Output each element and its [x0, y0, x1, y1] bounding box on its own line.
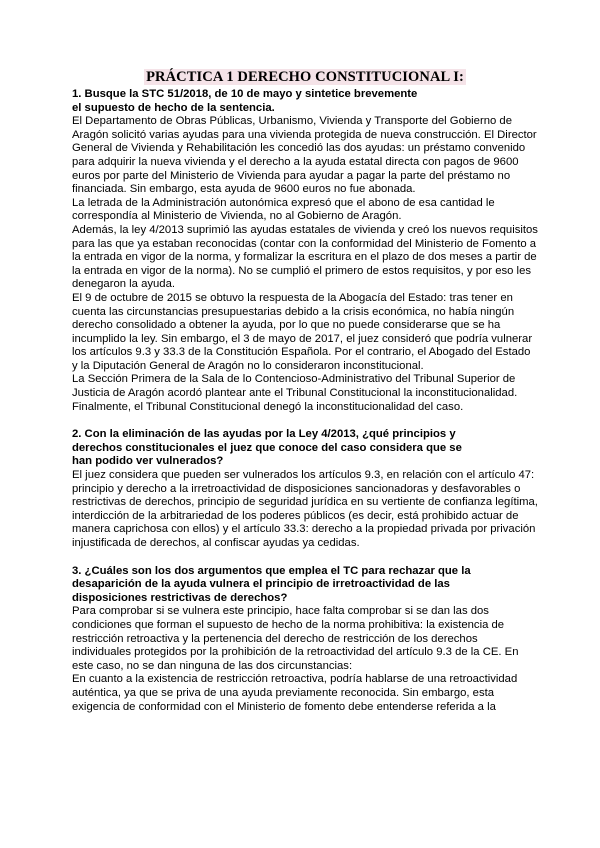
- page-title: [72, 68, 538, 86]
- section-spacer: [72, 551, 538, 565]
- question-1: 1. Busque la STC 51/2018, de 10 de mayo y sintetice brevemente el supuesto de hecho de la sentencia.: [72, 88, 418, 114]
- section-1-paragraph-4: El 9 de octubre de 2015 se obtuvo la respuesta de la Abogacía del Estado: tras tener en cuenta las circunstancias presupuestarias debido a la crisis económica, no había ningún derecho consolidado a obtener la ayuda, por lo que no puede considerarse que se ha incumplido la ley. Sin embargo, el 3 de mayo de 2017, el juez consideró que podría vulnerar los artículos 9.3 y 33.3 de la Constitución Española. Por el contrario, el Abogado del Estado y la Diputación General de Aragón no lo consideraron inconstitucional.: [72, 291, 533, 372]
- section-1: [72, 88, 538, 414]
- section-3-paragraph-1: Para comprobar si se vulnera este principio, hace falta comprobar si se dan las dos condiciones que forman el supuesto de hecho de la norma prohibitiva: la existencia de restricción retroactiva y la pertenencia del derecho de restricción de los derechos individuales protegidos por la prohibición de la retroactividad del artículo 9.3 de la CE. En este caso, no se dan ninguna de las dos circunstancias:: [72, 605, 519, 672]
- section-1-paragraph-3: Además, la ley 4/2013 suprimió las ayudas estatales de vivienda y creó los nuevos requisitos para las que ya estaban reconocidas (contar con la conformidad del Ministerio de Fomento a la entrada en vigor de la norma, y formalizar la escritura en el plazo de dos meses a partir de la entrada en vigor de la norma). No se cumplió el primero de estos requisitos, y por eso les denegaron la ayuda.: [72, 223, 538, 291]
- section-2: [72, 428, 538, 550]
- section-3-paragraph-2: En cuanto a la existencia de restricción retroactiva, podría hablarse de una retroactividad auténtica, ya que se priva de una ayuda previamente reconocida. Sin embargo, esta exigencia de conformidad con el Ministerio de fomento debe entenderse referida a la: [72, 673, 518, 713]
- section-1-paragraph-1: El Departamento de Obras Públicas, Urbanismo, Vivienda y Transporte del Gobierno de Aragón solicitó varias ayudas para una vivienda protegida de nueva construcción. El Director General de Vivienda y Rehabilitación les concedió las dos ayudas: un préstamo convenido para adquirir la nueva vivienda y el derecho a la ayuda estatal directa con pagos de 9600 euros por parte del Ministerio de Vivienda para ayudar a pagar la parte del préstamo no financiada. Sin embargo, esta ayuda de 9600 euros no fue abonada.: [72, 115, 537, 196]
- question-3: 3. ¿Cuáles son los dos argumentos que emplea el TC para rechazar que la desaparición de la ayuda vulnera el principio de irretroactividad de las disposiciones restrictivas de derechos?: [72, 564, 471, 604]
- section-3: [72, 565, 538, 715]
- title-highlight: PRÁCTICA 1 DERECHO CONSTITUCIONAL I:: [146, 69, 464, 85]
- section-2-paragraph-1: El juez considera que pueden ser vulnerados los artículos 9.3, en relación con el artículo 47: principio y derecho a la irretroactividad de disposiciones sancionadoras y desfavorables o restrictivas de derechos, principio de seguridad jurídica en su vertiente de confianza legítima, interdicción de la arbitrariedad de los poderes públicos (es decir, está prohibido actuar de manera caprichosa con ellos) y el artículo 33.3: derecho a la propiedad privada por privación injustificada de derechos, al confiscar ayudas ya cedidas.: [72, 469, 538, 549]
- section-1-paragraph-2: La letrada de la Administración autonómica expresó que el abono de esa cantidad le correspondía al Ministerio de Vivienda, no al Gobierno de Aragón.: [72, 196, 495, 223]
- section-spacer: [72, 414, 538, 428]
- section-1-paragraph-5: La Sección Primera de la Sala de lo Contencioso-Administrativo del Tribunal Superior de Justicia de Aragón acordó plantear ante el Tribunal Constitucional la inconstitucionalidad. Finalmente, el Tribunal Constitucional denegó la inconstitucionalidad del caso.: [72, 373, 518, 413]
- question-2: 2. Con la eliminación de las ayudas por la Ley 4/2013, ¿qué principios y derechos constitucionales el juez que conoce del caso considera que se han podido ver vulnerados?: [72, 428, 462, 468]
